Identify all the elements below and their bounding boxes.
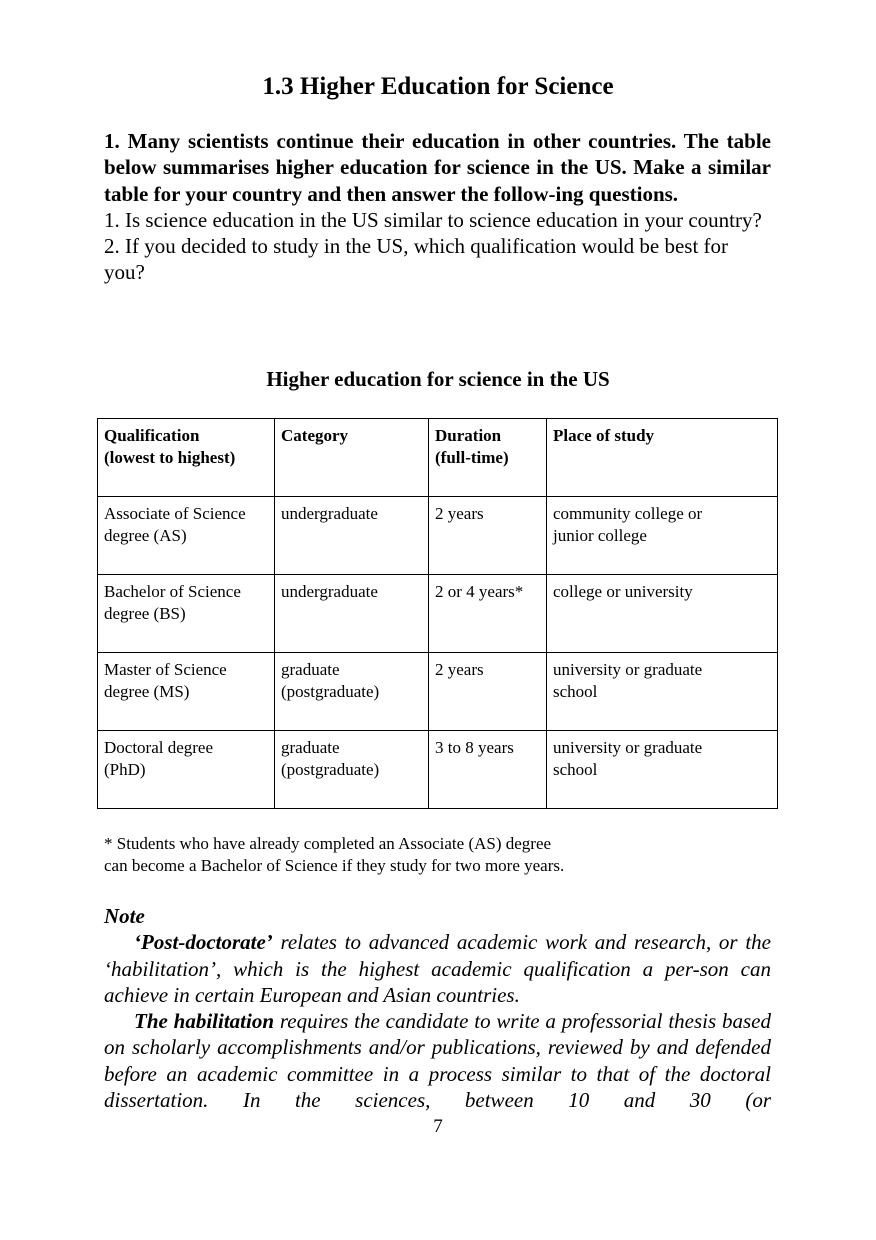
table-row bbox=[98, 653, 778, 731]
table-footnote bbox=[104, 833, 564, 876]
cell-line: school bbox=[553, 682, 598, 701]
header-duration-line: (full-time) bbox=[435, 448, 509, 467]
cell-line: undergraduate bbox=[281, 582, 378, 601]
page-number: 7 bbox=[433, 1116, 443, 1137]
note-term: The habilitation bbox=[134, 1009, 275, 1034]
note-term: ‘Post-doctorate’ bbox=[134, 930, 273, 955]
cell-qualification bbox=[98, 653, 275, 731]
note-heading: Note bbox=[104, 904, 145, 928]
header-qualification-line: Qualification bbox=[104, 426, 200, 445]
header-qualification-line: (lowest to highest) bbox=[104, 448, 236, 467]
header-category-line: Category bbox=[281, 426, 349, 445]
cell-line: 2 years bbox=[435, 504, 484, 523]
cell-qualification bbox=[98, 497, 275, 575]
cell-category bbox=[275, 731, 429, 809]
note-paragraph bbox=[104, 1008, 771, 1113]
cell-place bbox=[547, 731, 778, 809]
cell-line: graduate bbox=[281, 738, 340, 757]
cell-place bbox=[547, 575, 778, 653]
cell-duration bbox=[429, 575, 547, 653]
header-duration-line: Duration bbox=[435, 426, 502, 445]
footnote-line: can become a Bachelor of Science if they study for two more years. bbox=[104, 855, 565, 875]
cell-category bbox=[275, 653, 429, 731]
cell-place bbox=[547, 497, 778, 575]
cell-duration bbox=[429, 731, 547, 809]
cell-line: college or university bbox=[553, 582, 693, 601]
note-text: requires the candidate to write a professorial thesis based on scholarly accomplishments and/or publications, reviewed by and defended before an academic committee in a process similar to that of the doctoral dissertation. In the sciences, between 10 and 30 (or bbox=[104, 1009, 771, 1113]
cell-duration bbox=[429, 653, 547, 731]
cell-line: 2 years bbox=[435, 660, 484, 679]
exercise-instruction: 1. Many scientists continue their education in other countries. The table below summarises higher education for science in the US. Make a similar table for your country and then answer the follow-ing questions. bbox=[104, 129, 771, 206]
footnote-line: * Students who have already completed an Associate (AS) degree bbox=[104, 834, 552, 853]
cell-line: 2 or 4 years* bbox=[435, 582, 524, 601]
note-paragraph bbox=[104, 929, 771, 1008]
cell-line: Doctoral degree bbox=[104, 738, 214, 757]
header-duration bbox=[429, 419, 547, 497]
cell-line: school bbox=[553, 760, 598, 779]
cell-category bbox=[275, 497, 429, 575]
table-row bbox=[98, 497, 778, 575]
cell-category bbox=[275, 575, 429, 653]
cell-line: (PhD) bbox=[104, 760, 146, 779]
cell-line: community college or bbox=[553, 504, 703, 523]
header-category bbox=[275, 419, 429, 497]
cell-line: undergraduate bbox=[281, 504, 378, 523]
cell-line: graduate bbox=[281, 660, 340, 679]
cell-line: Associate of Science bbox=[104, 504, 246, 523]
cell-line: 3 to 8 years bbox=[435, 738, 514, 757]
cell-line: university or graduate bbox=[553, 738, 703, 757]
note-text: relates to advanced academic work and research, or the ‘habilitation’, which is the highest academic qualification a per-son can achieve in certain European and Asian countries. bbox=[104, 930, 771, 1007]
table-row bbox=[98, 731, 778, 809]
table-header-row bbox=[98, 419, 778, 497]
cell-line: junior college bbox=[553, 526, 647, 545]
cell-line: (postgraduate) bbox=[281, 682, 380, 701]
section-title: 1.3 Higher Education for Science bbox=[262, 73, 614, 100]
header-place-of-study bbox=[547, 419, 778, 497]
cell-line: Master of Science bbox=[104, 660, 227, 679]
exercise-block bbox=[104, 128, 771, 286]
cell-line: degree (BS) bbox=[104, 604, 186, 623]
cell-line: degree (AS) bbox=[104, 526, 187, 545]
exercise-question-2: 2. If you decided to study in the US, which qualification would be best for you? bbox=[104, 234, 729, 285]
note-block bbox=[104, 903, 771, 1113]
cell-duration bbox=[429, 497, 547, 575]
table-title: Higher education for science in the US bbox=[266, 367, 610, 391]
cell-qualification bbox=[98, 731, 275, 809]
cell-line: (postgraduate) bbox=[281, 760, 380, 779]
cell-line: university or graduate bbox=[553, 660, 703, 679]
cell-qualification bbox=[98, 575, 275, 653]
header-place-line: Place of study bbox=[553, 426, 655, 445]
cell-line: Bachelor of Science bbox=[104, 582, 241, 601]
exercise-question-1: 1. Is science education in the US similar to science education in your country? bbox=[104, 207, 762, 232]
cell-line: degree (MS) bbox=[104, 682, 190, 701]
table-row bbox=[98, 575, 778, 653]
cell-place bbox=[547, 653, 778, 731]
education-table bbox=[97, 418, 778, 809]
header-qualification bbox=[98, 419, 275, 497]
